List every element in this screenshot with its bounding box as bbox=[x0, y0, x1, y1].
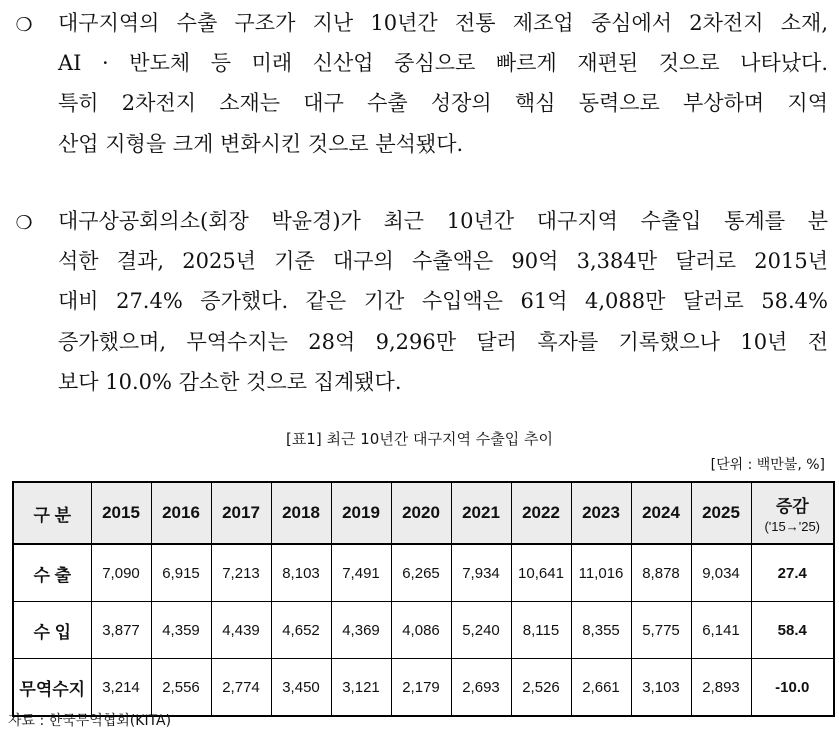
table-cell: 8,355 bbox=[571, 602, 631, 659]
table-row-import bbox=[13, 602, 834, 659]
table-caption: [표1] 최근 10년간 대구지역 수출입 추이 bbox=[285, 430, 554, 448]
paragraph-line: 보다 10.0% 감소한 것으로 집계됐다. bbox=[58, 370, 402, 394]
change-cell: 58.4 bbox=[751, 602, 834, 659]
paragraph-line: 석한 결과, 2025년 기준 대구의 수출액은 90억 3,384만 달러로 2015년 bbox=[58, 249, 828, 273]
trade-table bbox=[12, 481, 835, 717]
table-cell: 3,214 bbox=[91, 659, 151, 717]
header-year: 2025 bbox=[691, 482, 751, 544]
header-category: 구 분 bbox=[13, 482, 91, 544]
change-cell: 27.4 bbox=[751, 544, 834, 602]
header-year: 2016 bbox=[151, 482, 211, 544]
table-cell: 9,034 bbox=[691, 544, 751, 602]
table-cell: 2,893 bbox=[691, 659, 751, 717]
table-cell: 4,439 bbox=[211, 602, 271, 659]
row-label: 무역수지 bbox=[13, 659, 91, 717]
table-cell: 4,369 bbox=[331, 602, 391, 659]
header-year: 2018 bbox=[271, 482, 331, 544]
paragraph-line: 대구지역의 수출 구조가 지난 10년간 전통 제조업 중심에서 2차전지 소재, bbox=[58, 11, 828, 35]
header-year: 2015 bbox=[91, 482, 151, 544]
header-year: 2021 bbox=[451, 482, 511, 544]
table-cell: 3,103 bbox=[631, 659, 691, 717]
table-row-export bbox=[13, 544, 834, 602]
table-cell: 7,934 bbox=[451, 544, 511, 602]
change-cell: -10.0 bbox=[751, 659, 834, 717]
table-cell: 2,661 bbox=[571, 659, 631, 717]
table-cell: 8,878 bbox=[631, 544, 691, 602]
row-label: 수 입 bbox=[13, 602, 91, 659]
table-cell: 3,121 bbox=[331, 659, 391, 717]
header-change-label: 증감 bbox=[775, 497, 809, 516]
table-cell: 6,265 bbox=[391, 544, 451, 602]
paragraph-line: 산업 지형을 크게 변화시킨 것으로 분석됐다. bbox=[58, 132, 464, 156]
header-change-sub: ('15→'25) bbox=[764, 519, 821, 534]
paragraph-line: 특히 2차전지 소재는 대구 수출 성장의 핵심 동력으로 부상하며 지역 bbox=[58, 91, 828, 115]
table-cell: 7,213 bbox=[211, 544, 271, 602]
header-year: 2020 bbox=[391, 482, 451, 544]
header-year: 2024 bbox=[631, 482, 691, 544]
table-cell: 11,016 bbox=[571, 544, 631, 602]
table-cell: 5,240 bbox=[451, 602, 511, 659]
table-cell: 2,526 bbox=[511, 659, 571, 717]
bullet-icon: ❍ bbox=[15, 14, 33, 36]
header-year: 2019 bbox=[331, 482, 391, 544]
table-cell: 4,652 bbox=[271, 602, 331, 659]
header-change bbox=[751, 482, 834, 544]
paragraph-line: 대구상공회의소(회장 박윤경)가 최근 10년간 대구지역 수출입 통계를 분 bbox=[58, 209, 828, 233]
table-row-balance bbox=[13, 659, 834, 717]
table-cell: 6,915 bbox=[151, 544, 211, 602]
table-cell: 3,877 bbox=[91, 602, 151, 659]
bullet-icon: ❍ bbox=[15, 212, 33, 234]
table-cell: 10,641 bbox=[511, 544, 571, 602]
table-cell: 8,115 bbox=[511, 602, 571, 659]
header-year: 2023 bbox=[571, 482, 631, 544]
table-cell: 2,693 bbox=[451, 659, 511, 717]
paragraph-line: AI · 반도체 등 미래 신산업 중심으로 빠르게 재편된 것으로 나타났다. bbox=[58, 51, 828, 75]
table-cell: 4,086 bbox=[391, 602, 451, 659]
table-cell: 3,450 bbox=[271, 659, 331, 717]
table-cell: 6,141 bbox=[691, 602, 751, 659]
paragraph-line: 증가했으며, 무역수지는 28억 9,296만 달러 흑자를 기록했으나 10년 전 bbox=[58, 330, 828, 354]
table-header-row bbox=[13, 482, 834, 544]
table-cell: 2,179 bbox=[391, 659, 451, 717]
row-label: 수 출 bbox=[13, 544, 91, 602]
paragraph-line: 대비 27.4% 증가했다. 같은 기간 수입액은 61억 4,088만 달러로 58.4% bbox=[58, 289, 828, 313]
table-cell: 7,090 bbox=[91, 544, 151, 602]
table-cell: 5,775 bbox=[631, 602, 691, 659]
table-cell: 4,359 bbox=[151, 602, 211, 659]
table-cell: 7,491 bbox=[331, 544, 391, 602]
header-year: 2017 bbox=[211, 482, 271, 544]
table-cell: 2,556 bbox=[151, 659, 211, 717]
table-cell: 8,103 bbox=[271, 544, 331, 602]
header-year: 2022 bbox=[511, 482, 571, 544]
source-note: 자료 : 한국무역협회(KITA) bbox=[8, 713, 172, 729]
table-unit: [단위 : 백만불, %] bbox=[710, 457, 825, 473]
table-cell: 2,774 bbox=[211, 659, 271, 717]
